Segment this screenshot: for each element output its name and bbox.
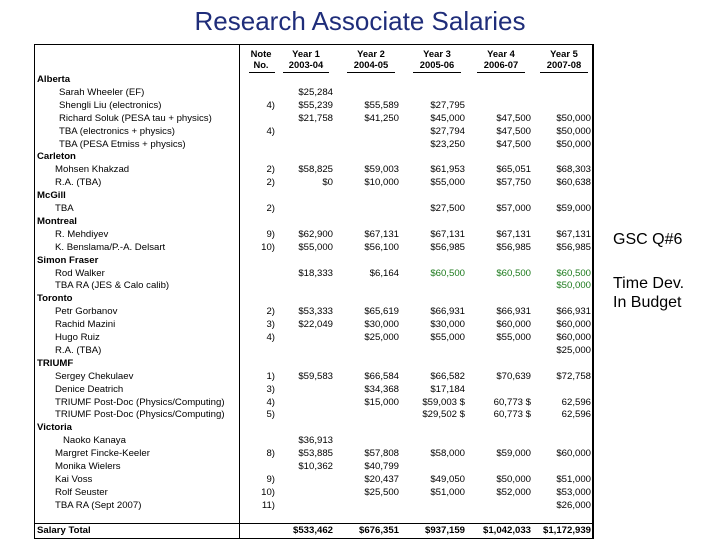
salary-year-5: $67,131 (556, 228, 591, 240)
person-name: R.A. (TBA) (55, 177, 102, 189)
page-title: Research Associate Salaries (194, 6, 526, 36)
salary-year-4: $60,500 (496, 267, 531, 279)
total-label: Salary Total (37, 525, 91, 536)
salary-year-4: $56,985 (496, 241, 531, 253)
salary-year-5: $25,000 (556, 344, 591, 356)
header-row (35, 48, 593, 72)
salary-year-3: $55,000 (430, 332, 465, 343)
salary-year-2: $41,250 (364, 112, 399, 124)
header-year-4 (472, 48, 530, 70)
table-row (35, 126, 593, 138)
person-name: Rod Walker (55, 267, 105, 279)
total-year-4: $1,042,033 (482, 525, 531, 536)
salary-year-3: $30,000 (430, 319, 465, 331)
header-year-2 (342, 48, 400, 70)
note-number: 4) (266, 99, 275, 111)
person-name: Rachid Mazini (55, 319, 116, 331)
salary-year-4: $52,000 (496, 486, 531, 498)
salary-year-5: $60,500 (556, 267, 591, 279)
person-name: TRIUMF Post-Doc (Physics/Computing) (55, 396, 225, 408)
salary-year-2: $40,799 (364, 461, 399, 472)
salary-year-2: $20,437 (364, 473, 399, 485)
note-number: 3) (266, 383, 275, 395)
table-row (35, 229, 593, 241)
total-year-3: $937,159 (424, 525, 465, 536)
person-name: R. Mehdiyev (55, 228, 109, 240)
note-number: 10) (261, 486, 275, 498)
salary-year-1: $55,239 (298, 99, 333, 111)
section-label: Montreal (37, 215, 77, 227)
person-name: K. Benslama/P.-A. Delsart (55, 241, 166, 253)
salary-year-3: $17,184 (430, 383, 465, 395)
salary-year-3: $56,985 (430, 241, 465, 253)
salary-year-2: $15,000 (364, 396, 399, 408)
person-name: TRIUMF Post-Doc (Physics/Computing) (55, 409, 225, 421)
salary-year-1: $18,333 (298, 267, 333, 279)
header-year-label: Year 5 (550, 48, 578, 59)
table-row (35, 487, 593, 499)
salary-year-5: $26,000 (556, 499, 591, 511)
section-row (35, 216, 593, 228)
header-underline (249, 72, 275, 73)
salary-year-1: $62,900 (298, 228, 333, 240)
table-row (35, 384, 593, 396)
salary-year-1: $10,362 (298, 461, 333, 472)
salary-year-4: $65,051 (496, 164, 531, 176)
salary-year-4: $70,639 (496, 370, 531, 382)
salary-year-1: $36,913 (298, 435, 333, 447)
salary-year-1: $59,583 (298, 370, 333, 382)
table-row (35, 139, 593, 151)
salary-year-1: $58,825 (298, 164, 333, 176)
person-name: TBA RA (Sept 2007) (55, 499, 142, 511)
salary-year-5: 62,596 (561, 409, 591, 421)
salary-year-5: $50,000 (556, 112, 591, 124)
header-underline (540, 72, 588, 73)
salary-year-3: $60,500 (430, 267, 465, 279)
header-note (243, 48, 279, 70)
person-name: TBA (55, 203, 74, 214)
header-year-3 (408, 48, 466, 70)
person-name: Shengli Liu (electronics) (59, 99, 162, 111)
salary-year-2: $34,368 (364, 383, 399, 395)
salary-year-2: $66,584 (364, 370, 399, 382)
header-underline (413, 72, 461, 73)
salary-year-5: $68,303 (556, 164, 591, 176)
salary-year-1: $21,758 (298, 112, 333, 124)
section-row (35, 151, 593, 163)
table-row (35, 474, 593, 486)
section-row (35, 422, 593, 434)
salary-year-2: $30,000 (364, 319, 399, 331)
salary-year-1: $53,885 (298, 448, 333, 460)
note-number: 2) (266, 164, 275, 176)
salary-year-3: $29,502 $ (422, 409, 465, 421)
salary-year-2: $57,808 (364, 448, 399, 460)
salary-year-4: 60,773 $ (493, 409, 531, 421)
salary-year-4: $59,000 (496, 448, 531, 460)
table-row (35, 332, 593, 344)
table-row (35, 500, 593, 512)
salary-year-4: $47,500 (496, 112, 531, 124)
header-year-label: Year 1 (292, 48, 320, 59)
note-number: 8) (266, 448, 275, 460)
salary-table (34, 44, 594, 539)
salary-year-5: $60,000 (556, 319, 591, 331)
person-name: R.A. (TBA) (55, 344, 102, 356)
section-row (35, 190, 593, 202)
salary-year-3: $49,050 (430, 473, 465, 485)
section-label: Victoria (37, 422, 73, 434)
side-note-in-budget: In Budget (613, 294, 682, 311)
side-note-gsc: GSC Q#6 (613, 231, 683, 248)
note-number: 10) (261, 241, 275, 253)
section-label: Alberta (37, 74, 71, 85)
note-number: 4) (266, 396, 275, 408)
person-name: Hugo Ruiz (55, 332, 100, 343)
salary-year-5: $60,000 (556, 332, 591, 343)
salary-year-1: $53,333 (298, 306, 333, 318)
table-row (35, 306, 593, 318)
section-row (35, 293, 593, 305)
salary-year-4: $60,000 (496, 319, 531, 331)
header-year-5 (535, 48, 593, 70)
header-year-label: Year 2 (357, 48, 385, 59)
note-number: 2) (266, 306, 275, 318)
salary-year-3: $45,000 (430, 112, 465, 124)
salary-year-3: $27,795 (430, 99, 465, 111)
section-label: Simon Fraser (37, 254, 99, 266)
section-row (35, 74, 593, 86)
salary-year-4: $50,000 (496, 473, 531, 485)
salary-year-3: $59,003 $ (422, 396, 465, 408)
salary-year-4: $47,500 (496, 138, 531, 150)
total-divider (35, 523, 593, 524)
salary-year-5: $50,000 (556, 280, 591, 292)
person-name: Margret Fincke-Keeler (55, 448, 150, 460)
salary-year-5: $56,985 (556, 241, 591, 253)
salary-year-3: $55,000 (430, 177, 465, 189)
salary-year-2: $25,000 (364, 332, 399, 343)
note-number: 9) (266, 228, 275, 240)
table-row (35, 164, 593, 176)
section-label: TRIUMF (37, 357, 74, 369)
header-underline (477, 72, 525, 73)
person-name: TBA RA (JES & Calo calib) (55, 280, 170, 292)
table-row (35, 409, 593, 421)
salary-year-2: $67,131 (364, 228, 399, 240)
salary-year-1: $0 (322, 177, 333, 189)
person-name: Richard Soluk (PESA tau + physics) (59, 112, 212, 124)
salary-year-3: $67,131 (430, 228, 465, 240)
salary-year-5: $72,758 (556, 370, 591, 382)
header-note-line2: No. (253, 59, 269, 70)
table-row (35, 397, 593, 409)
table-row (35, 203, 593, 215)
person-name: Monika Wielers (55, 461, 121, 472)
salary-year-4: $57,000 (496, 203, 531, 214)
salary-year-4: $47,500 (496, 125, 531, 137)
table-row (35, 268, 593, 280)
salary-year-1: $22,049 (298, 319, 333, 331)
salary-year-4: $67,131 (496, 228, 531, 240)
salary-year-5: $51,000 (556, 473, 591, 485)
table-row (35, 100, 593, 112)
section-label: Carleton (37, 151, 76, 163)
table-row (35, 280, 593, 292)
side-note-time-dev: Time Dev. (613, 275, 685, 292)
note-number: 5) (266, 409, 275, 421)
salary-year-5: $50,000 (556, 125, 591, 137)
salary-year-3: $27,500 (430, 203, 465, 214)
note-number: 4) (266, 332, 275, 343)
salary-year-5: $66,931 (556, 306, 591, 318)
header-year-1 (279, 48, 333, 70)
note-number: 4) (266, 125, 275, 137)
table-row (35, 113, 593, 125)
note-number: 3) (266, 319, 275, 331)
salary-year-2: $56,100 (364, 241, 399, 253)
salary-year-3: $66,582 (430, 370, 465, 382)
salary-year-4: $66,931 (496, 306, 531, 318)
note-number: 2) (266, 203, 275, 214)
salary-year-5: $60,000 (556, 448, 591, 460)
person-name: Rolf Seuster (55, 486, 108, 498)
note-number: 11) (261, 499, 275, 511)
salary-year-5: $60,638 (556, 177, 591, 189)
note-number: 9) (266, 473, 275, 485)
person-name: Petr Gorbanov (55, 306, 118, 318)
header-year-period: 2003-04 (288, 59, 324, 70)
person-name: Mohsen Khakzad (55, 164, 130, 176)
person-name: Sergey Chekulaev (55, 370, 134, 382)
person-name: Kai Voss (55, 473, 93, 485)
salary-year-3: $23,250 (430, 138, 465, 150)
salary-year-2: $25,500 (364, 486, 399, 498)
salary-year-3: $51,000 (430, 486, 465, 498)
header-note-line1: Note (250, 48, 272, 59)
table-row (35, 242, 593, 254)
note-number: 2) (266, 177, 275, 189)
header-underline (283, 72, 329, 73)
table-row (35, 177, 593, 189)
salary-year-3: $27,794 (430, 125, 465, 137)
table-row (35, 448, 593, 460)
header-year-period: 2004-05 (353, 59, 389, 70)
person-name: TBA (PESA Etmiss + physics) (59, 138, 186, 150)
salary-year-2: $10,000 (364, 177, 399, 189)
table-row (35, 435, 593, 447)
header-year-period: 2005-06 (419, 59, 455, 70)
salary-year-3: $66,931 (430, 306, 465, 318)
salary-year-4: $57,750 (496, 177, 531, 189)
total-year-5: $1,172,939 (542, 525, 591, 536)
table-row (35, 461, 593, 473)
salary-year-3: $61,953 (430, 164, 465, 176)
person-name: Denice Deatrich (55, 383, 124, 395)
salary-year-1: $55,000 (298, 241, 333, 253)
salary-year-1: $25,284 (298, 86, 333, 98)
total-row (35, 525, 593, 537)
salary-year-2: $6,164 (369, 267, 399, 279)
salary-year-2: $65,619 (364, 306, 399, 318)
table-row (35, 371, 593, 383)
person-name: Sarah Wheeler (EF) (59, 86, 145, 98)
header-underline (347, 72, 395, 73)
salary-year-3: $58,000 (430, 448, 465, 460)
salary-year-5: $50,000 (556, 138, 591, 150)
header-year-period: 2006-07 (483, 59, 519, 70)
header-year-label: Year 3 (423, 48, 451, 59)
section-label: Toronto (37, 293, 73, 305)
header-year-label: Year 4 (487, 48, 515, 59)
salary-year-5: $59,000 (556, 203, 591, 214)
person-name: Naoko Kanaya (63, 435, 126, 447)
section-row (35, 358, 593, 370)
total-year-2: $676,351 (358, 525, 399, 536)
salary-year-2: $59,003 (364, 164, 399, 176)
salary-year-4: 60,773 $ (493, 396, 531, 408)
salary-year-5: $53,000 (556, 486, 591, 498)
table-row (35, 319, 593, 331)
salary-year-5: 62,596 (561, 396, 591, 408)
note-number: 1) (266, 370, 275, 382)
salary-year-2: $55,589 (364, 99, 399, 111)
header-year-period: 2007-08 (546, 59, 582, 70)
section-row (35, 255, 593, 267)
salary-year-4: $55,000 (496, 332, 531, 343)
table-row (35, 345, 593, 357)
total-year-1: $533,462 (292, 525, 333, 536)
table-row (35, 87, 593, 99)
section-label: McGill (37, 190, 66, 202)
person-name: TBA (electronics + physics) (59, 125, 175, 137)
